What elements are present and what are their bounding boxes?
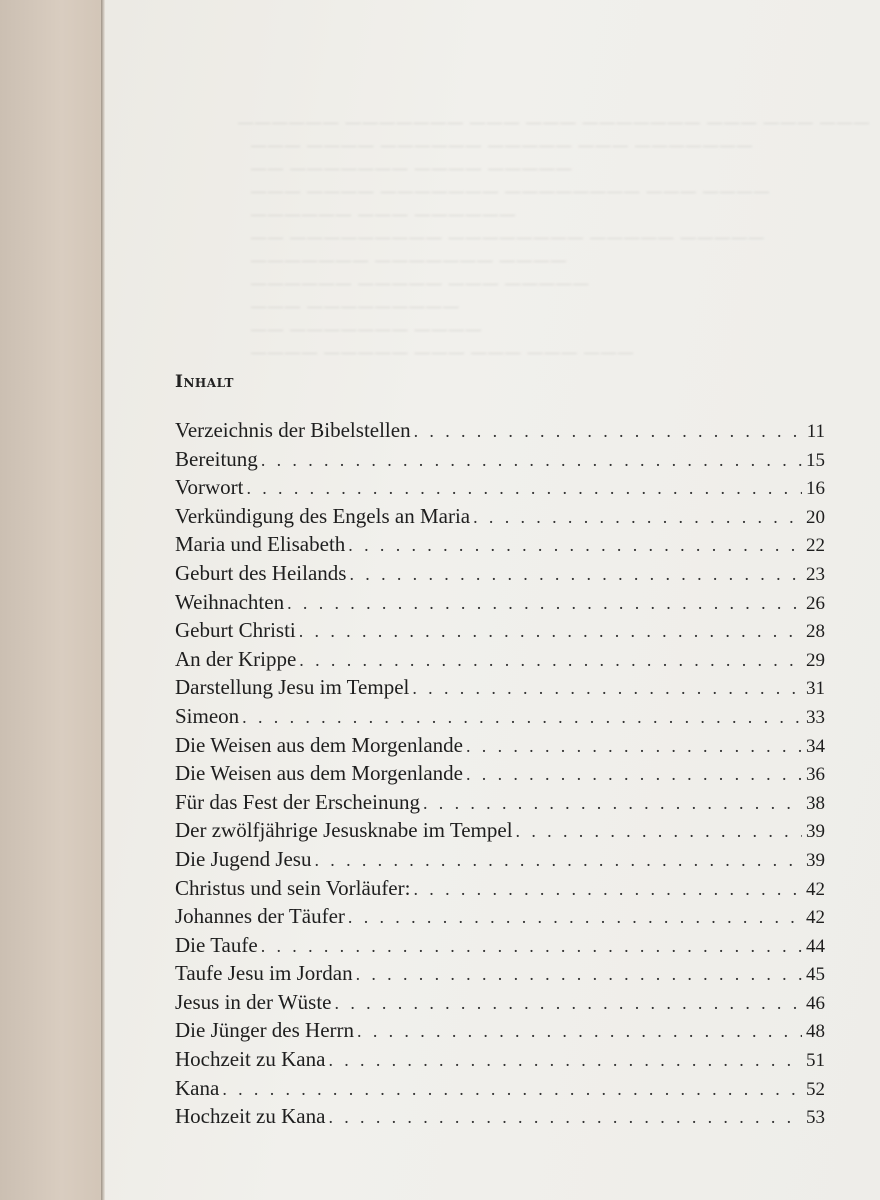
toc-entry — [175, 504, 825, 533]
toc-entry-title: Hochzeit zu Kana — [175, 1047, 326, 1072]
leader-dots — [413, 879, 802, 900]
leader-dots — [299, 650, 802, 671]
leader-dots — [287, 593, 802, 614]
toc-entry-title: Geburt Christi — [175, 618, 296, 643]
toc-entry-title: Kana — [175, 1075, 220, 1100]
leader-dots — [328, 1107, 802, 1128]
leader-dots — [261, 936, 802, 957]
toc-entry-page: 38 — [806, 792, 825, 814]
toc-entry — [175, 532, 825, 561]
leader-dots — [246, 478, 802, 499]
leader-dots — [412, 678, 802, 699]
toc-entry-page: 22 — [806, 535, 825, 557]
toc-entry-title: Verzeichnis der Bibelstellen — [175, 418, 411, 442]
toc-entry — [175, 733, 825, 762]
toc-entry-page: 11 — [806, 421, 825, 442]
toc-entry-title: Christus und sein Vorläufer: — [175, 875, 411, 900]
toc-entry — [175, 590, 825, 619]
toc-entry-page: 52 — [806, 1078, 825, 1100]
leader-dots — [414, 421, 802, 442]
toc-entry — [175, 933, 825, 962]
toc-entry-page: 39 — [806, 849, 825, 871]
toc-entry-page: 36 — [806, 764, 825, 786]
toc-entry-page: 48 — [806, 1021, 825, 1043]
toc-entry-page: 26 — [806, 592, 825, 614]
toc-entry-title: Verkündigung des Engels an Maria — [175, 503, 471, 528]
toc-entry — [175, 1076, 825, 1105]
toc-entry — [175, 418, 825, 447]
toc-entry — [175, 990, 825, 1019]
leader-dots — [222, 1079, 802, 1100]
toc-entry-page: 23 — [806, 563, 825, 585]
toc-entry-page: 29 — [806, 649, 825, 671]
toc-entry-page: 16 — [806, 478, 825, 500]
left-page — [0, 0, 103, 1200]
leader-dots — [299, 621, 802, 642]
toc-entry — [175, 561, 825, 590]
toc-entry — [175, 847, 825, 876]
toc-entry — [175, 1047, 825, 1076]
toc-entry — [175, 1104, 825, 1133]
leader-dots — [348, 907, 802, 928]
leader-dots — [314, 850, 802, 871]
toc-entry-title: Simeon — [175, 703, 240, 728]
toc-entry-page: 33 — [806, 706, 825, 728]
toc-entry-title: Die Jugend Jesu — [175, 846, 312, 871]
toc-entry-page: 44 — [806, 935, 825, 957]
toc-entry — [175, 790, 825, 819]
toc-entry — [175, 961, 825, 990]
toc-entry-title: Die Taufe — [175, 932, 258, 957]
leader-dots — [349, 564, 802, 585]
toc-entry-title: Johannes der Täufer — [175, 904, 345, 929]
toc-entry — [175, 447, 825, 476]
toc-entry-title: Darstellung Jesu im Tempel — [175, 675, 410, 700]
toc-entry — [175, 876, 825, 905]
toc-entry-page: 42 — [806, 878, 825, 900]
toc-heading: Inhalt — [175, 372, 234, 392]
leader-dots — [423, 793, 802, 814]
toc-entry-page: 20 — [806, 506, 825, 528]
leader-dots — [242, 707, 802, 728]
leader-dots — [466, 764, 802, 785]
leader-dots — [335, 993, 802, 1014]
toc-entry-title: Bereitung — [175, 446, 258, 471]
toc-entry — [175, 647, 825, 676]
leader-dots — [261, 450, 802, 471]
leader-dots — [516, 821, 802, 842]
toc-entry-page: 42 — [806, 907, 825, 929]
toc-entry-title: Der zwölfjährige Jesusknabe im Tempel — [175, 818, 513, 843]
toc-entry — [175, 904, 825, 933]
toc-entry-title: Für das Fest der Erscheinung — [175, 789, 420, 814]
toc-entry-page: 46 — [806, 992, 825, 1014]
toc-entry-page: 31 — [806, 678, 825, 700]
toc-entry-page: 34 — [806, 735, 825, 757]
toc-entry — [175, 761, 825, 790]
leader-dots — [328, 1050, 802, 1071]
toc-entry-title: Die Weisen aus dem Morgenlande — [175, 761, 463, 786]
toc-entry-page: 28 — [806, 621, 825, 643]
toc-entry-title: Weihnachten — [175, 589, 285, 614]
toc-entry — [175, 475, 825, 504]
toc-entry — [175, 675, 825, 704]
toc-entry-title: Taufe Jesu im Jordan — [175, 961, 353, 986]
toc-entry-page: 45 — [806, 964, 825, 986]
toc-entry-page: 53 — [806, 1107, 825, 1129]
toc-entry-title: Maria und Elisabeth — [175, 532, 346, 557]
toc-entry-title: Jesus in der Wüste — [175, 989, 332, 1014]
leader-dots — [356, 964, 802, 985]
leader-dots — [466, 736, 802, 757]
toc-entry-title: Die Weisen aus dem Morgenlande — [175, 732, 463, 757]
toc-entry — [175, 818, 825, 847]
toc-entry-title: Die Jünger des Herrn — [175, 1018, 355, 1043]
toc-entry-title: Vorwort — [175, 475, 244, 500]
toc-entry-title: An der Krippe — [175, 646, 297, 671]
toc-entry-title: Geburt des Heilands — [175, 560, 347, 585]
leader-dots — [473, 507, 802, 528]
toc-entry — [175, 618, 825, 647]
leader-dots — [357, 1021, 802, 1042]
toc-entry-page: 39 — [806, 821, 825, 843]
toc-entry-page: 15 — [806, 449, 825, 471]
bleed-through-text: ——— ——— ——— ——————— ——— ——— ——————— —————— ——————— ——— ————— —————— ———— ——— ————— ———— ——————— —— ———— ——— ———————— ——————— ———— ——— —————— ——— —————— ————— ————— ———————— ————————— —— ———— ——————— ——————— ————— ——— ————— —————— ————————— ——— ———— ——————— —— ——— ——— ——— ——— ————— ———— — [237, 113, 870, 363]
toc-entry-page: 51 — [806, 1050, 825, 1072]
leader-dots — [348, 535, 802, 556]
table-of-contents — [175, 418, 825, 1133]
toc-entry — [175, 704, 825, 733]
toc-entry — [175, 1018, 825, 1047]
toc-entry-title: Hochzeit zu Kana — [175, 1104, 326, 1129]
